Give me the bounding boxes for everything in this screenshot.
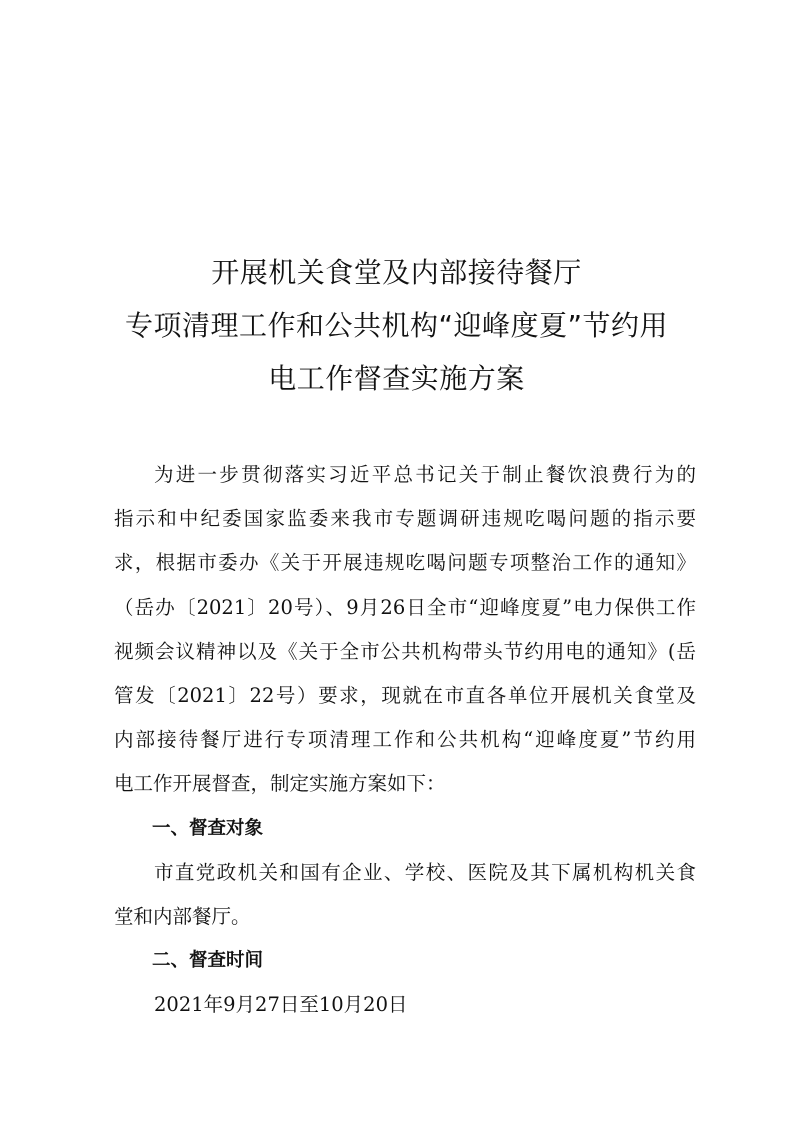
document-body: [114, 453, 696, 1027]
section-1-line-2: 堂和内部餐厅。: [114, 904, 251, 928]
intro-line-2: 指示和中纪委国家监委来我市专题调研违规吃喝问题的指示要: [114, 507, 696, 531]
title-line-2: 专项清理工作和公共机构“迎峰度夏”节约用: [124, 309, 668, 342]
section-heading-inspection-targets: 一、督查对象: [152, 817, 264, 839]
section-1-line-1: 市直党政机关和国有企业、学校、医院及其下属机构机关食: [154, 860, 696, 884]
intro-line-5: 视频会议精神以及《关于全市公共机构带头节约用电的通知》(岳: [114, 639, 696, 663]
title-line-3: 电工作督查实施方案: [268, 362, 525, 395]
section-2-paragraph: [114, 983, 696, 1027]
intro-line-4: （岳办〔2021〕20号）、9月26日全市“迎峰度夏”电力保供工作: [114, 595, 696, 619]
section-2-line-1: 2021年9月27日至10月20日: [154, 993, 408, 1017]
intro-line-1: 为进一步贯彻落实习近平总书记关于制止餐饮浪费行为的: [154, 463, 696, 486]
intro-line-3: 求，根据市委办《关于开展违规吃喝问题专项整治工作的通知》: [114, 551, 696, 575]
section-1-paragraph: [114, 851, 696, 939]
intro-paragraph: [114, 453, 696, 807]
intro-line-8: 电工作开展督查，制定实施方案如下：: [114, 772, 446, 796]
intro-line-7: 内部接待餐厅进行专项清理工作和公共机构“迎峰度夏”节约用: [114, 728, 696, 752]
title-line-1: 开展机关食堂及内部接待餐厅: [211, 256, 582, 289]
intro-line-6: 管发〔2021〕22号）要求，现就在市直各单位开展机关食堂及: [114, 683, 696, 707]
section-heading-inspection-time: 二、督查时间: [152, 950, 264, 972]
document-title: [100, 246, 693, 405]
